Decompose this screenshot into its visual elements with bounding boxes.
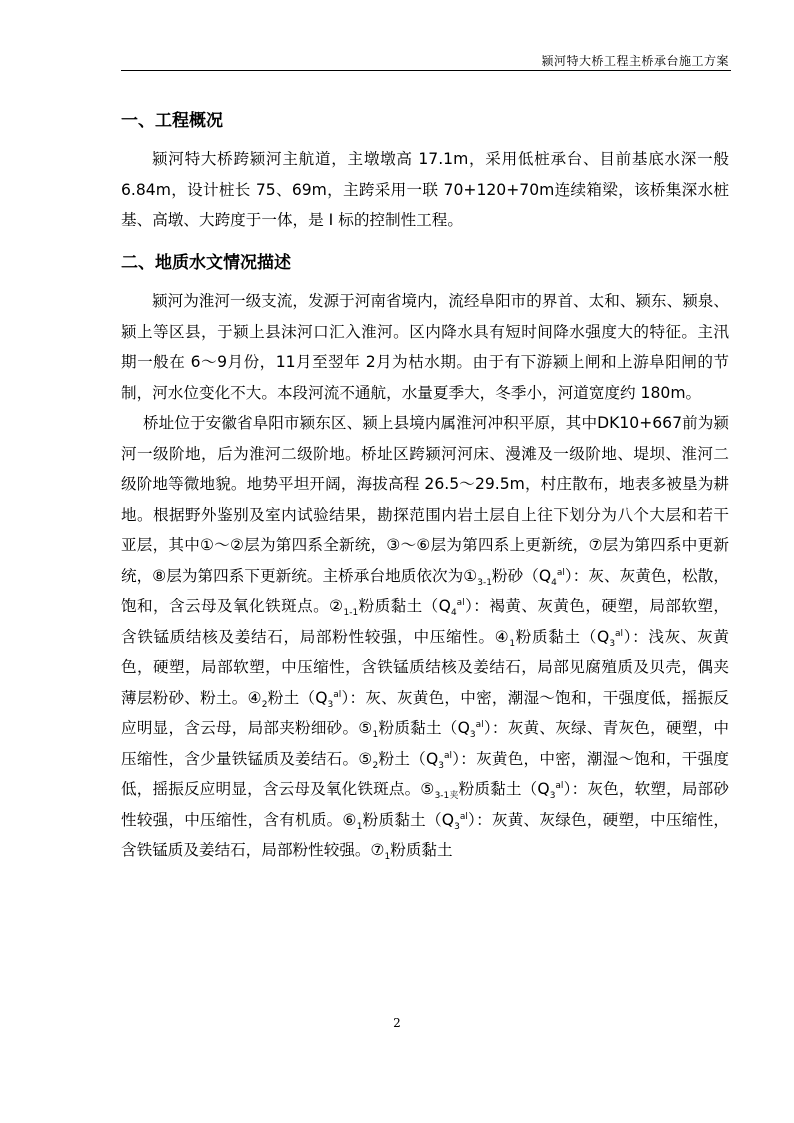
page-header: [121, 52, 731, 71]
section2-body: [121, 286, 729, 866]
page-number: 2: [393, 1016, 401, 1030]
section1-body: [121, 144, 729, 236]
section1-paragraph: 颍河特大桥跨颍河主航道，主墩墩高 17.1m，采用低桩承台、目前基底水深一般 6.84m，设计桩长 75、69m，主跨采用一联 70+120+70m连续箱梁，该桥集深水桩基、高墩、大跨度于一体，是 I 标的控制性工程。: [121, 150, 729, 229]
header-title: 颍河特大桥工程主桥承台施工方案: [541, 54, 729, 68]
section2-paragraph-2: 桥址位于安徽省阜阳市颍东区、颍上县境内属淮河冲积平原，其中DK10+667前为颍河一级阶地，后为淮河二级阶地。桥址区跨颍河河床、漫滩及一级阶地、堤坝、淮河二级阶地等微地貌。地势平坦开阔，海拔高程 26.5～29.5m，村庄散布，地表多被垦为耕地。根据野外鉴别及室内试验结果，勘探范围内岩土层自上往下划分为八个大层和若干亚层，其中①～②层为第四系全新统，③～⑥层为第四系上更新统，⑦层为第四系中更新统，⑧层为第四系下更新统。主桥承台地质依次为$①_{3-1}$粉砂$(Q_4^{al})$：灰、灰黄色，松散，饱和，含云母及氧化铁斑点。$②_{1-1}$粉质黏土$(Q_4^{al})$：褐黄、灰黄色，硬塑，局部软塑，含铁锰质结核及姜结石，局部粉性较强，中压缩性。$④_1$粉质黏土$(Q_3^{al})$：浅灰、灰黄色，硬塑，局部软塑，中压缩性，含铁锰质结核及姜结石，局部见腐殖质及贝壳，偶夹薄层粉砂、粉土。$④_2$粉土$(Q_3^{al})$：灰、灰黄色，中密，潮湿～饱和，干强度低，摇振反应明显，含云母，局部夹粉细砂。$⑤_1$粉质黏土$(Q_3^{al})$：灰黄、灰绿、青灰色，硬塑，中压缩性，含少量铁锰质及姜结石。$⑤_2$粉土$(Q_3^{al})$：灰黄色，中密，潮湿～饱和，干强度低，摇振反应明显，含云母及氧化铁斑点。$⑤_{3-1夹}$粉质黏土$(Q_3^{al})$：灰色，软塑，局部砂性较强，中压缩性，含有机质。$⑥_1$粉质黏土$(Q_3^{al})$：灰黄、灰绿色，硬塑，中压缩性，含铁锰质及姜结石，局部粉性较强。$⑦_1$粉质黏土: [121, 414, 730, 863]
section1-heading: 一、工程概况: [121, 111, 223, 131]
section2-paragraph-1: 颍河为淮河一级支流，发源于河南省境内，流经阜阳市的界首、太和、颍东、颍泉、颍上等区县，于颍上县沫河口汇入淮河。区内降水具有短时间降水强度大的特征。主汛期一般在 6～9月份，11月至翌年 2月为枯水期。由于有下游颍上闸和上游阜阳闸的节制，河水位变化不大。本段河流不通航，水量夏季大，冬季小，河道宽度约 180m。: [121, 292, 729, 402]
section2-heading: 二、地质水文情况描述: [121, 253, 291, 273]
